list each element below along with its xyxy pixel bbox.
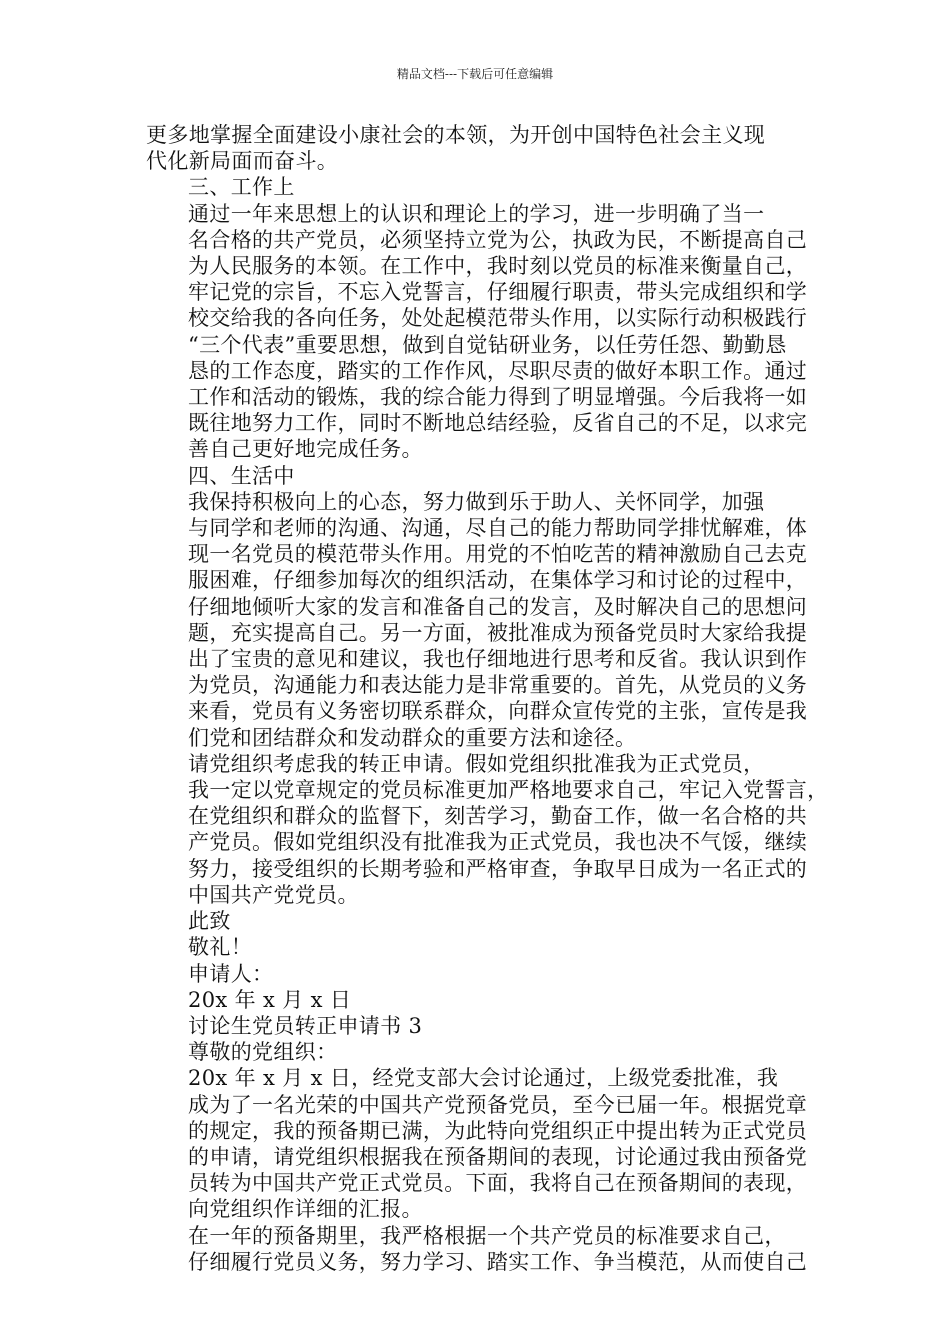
text-line: 工作和活动的锻炼，我的综合能力得到了明显增强。今后我将一如 (188, 385, 808, 410)
paragraph-p13 (146, 1223, 811, 1275)
text-line: 向党组织作详细的汇报。 (188, 1197, 423, 1222)
paragraph-p11 (146, 1039, 811, 1065)
text-line: 通过一年来思想上的认识和理论上的学习，进一步明确了当一 (188, 201, 765, 226)
text-line: 牢记党的宗旨，不忘入党誓言，仔细履行职责，带头完成组织和学 (188, 280, 808, 305)
text-line: 既往地努力工作，同时不断地总结经验，反省自己的不足，以求完 (188, 411, 808, 436)
text-line: 们党和团结群众和发动群众的重要方法和途径。 (188, 725, 637, 750)
text-line: 仔细履行党员义务，努力学习、踏实工作、争当模范，从而使自己 (188, 1249, 808, 1274)
paragraph-p1 (146, 174, 811, 200)
header-text: 精品文档---下载后可任意编辑 (396, 67, 554, 81)
text-line: 来看，党员有义务密切联系群众，向群众宣传党的主张，宣传是我 (188, 699, 808, 724)
paragraph-p8 (146, 961, 811, 987)
paragraph-p9 (146, 987, 811, 1013)
paragraph-p3 (146, 463, 811, 489)
text-line: 善自己更好地完成任务。 (188, 437, 423, 462)
text-line: 产党员。假如党组织没有批准我为正式党员，我也决不气馁，继续 (188, 830, 808, 855)
text-line: 更多地掌握全面建设小康社会的本领，为开创中国特色社会主义现 (146, 123, 766, 147)
text-line: 成为了一名光荣的中国共产党预备党员，至今已届一年。根据党章 (188, 1092, 808, 1117)
text-line: 三、工作上 (188, 175, 295, 200)
paragraph-p4 (146, 489, 811, 751)
text-line: 申请人： (188, 961, 274, 986)
text-line: 敬礼！ (188, 935, 253, 960)
page-header (0, 66, 950, 82)
paragraph-p10 (146, 1013, 811, 1039)
text-line: 中国共产党党员。 (188, 882, 359, 907)
text-line: 的规定，我的预备期已满，为此特向党组织正中提出转为正式党员 (188, 1118, 808, 1143)
text-line: 现一名党员的模范带头作用。用党的不怕吃苦的精神激励自己去克 (188, 542, 808, 567)
text-line: 的申请，请党组织根据我在预备期间的表现，讨论通过我由预备党 (188, 1144, 808, 1169)
text-line: 校交给我的各向任务，处处起模范带头作用，以实际行动积极践行 (188, 306, 808, 331)
text-line: 20x 年 x 月 x 日，经党支部大会讨论通过，上级党委批准，我 (188, 1066, 779, 1091)
text-line: 代化新局面而奋斗。 (146, 149, 339, 174)
text-line: 请党组织考虑我的转正申请。假如党组织批准我为正式党员， (188, 751, 765, 776)
text-line: 尊敬的党组织： (188, 1040, 338, 1065)
text-line: 名合格的共产党员，必须坚持立党为公，执政为民，不断提高自己 (188, 227, 808, 252)
paragraph-p2 (146, 201, 811, 463)
text-line: 努力，接受组织的长期考验和严格审查，争取早日成为一名正式的 (188, 856, 808, 881)
paragraph-p0 (146, 122, 811, 174)
text-line: 在党组织和群众的监督下，刻苦学习，勤奋工作，做一名合格的共 (188, 804, 808, 829)
text-line: 我保持积极向上的心态，努力做到乐于助人、关怀同学，加强 (188, 489, 765, 514)
paragraph-p6 (146, 908, 811, 934)
text-line: 与同学和老师的沟通、沟通，尽自己的能力帮助同学排忧解难，体 (188, 516, 808, 541)
text-line: 我一定以党章规定的党员标准更加严格地要求自己，牢记入党誓言， (188, 778, 829, 803)
paragraph-p12 (146, 1065, 811, 1222)
text-line: 为人民服务的本领。在工作中，我时刻以党员的标准来衡量自己， (188, 254, 808, 279)
text-line: 出了宝贵的意见和建议，我也仔细地进行思考和反省。我认识到作 (188, 647, 808, 672)
text-line: 此致 (188, 909, 231, 934)
text-line: 员转为中国共产党正式党员。下面，我将自己在预备期间的表现， (188, 1171, 808, 1196)
paragraph-p7 (146, 934, 811, 960)
text-line: 题，充实提高自己。另一方面，被批准成为预备党员时大家给我提 (188, 620, 808, 645)
text-line: 恳的工作态度，踏实的工作作风，尽职尽责的做好本职工作。通过 (188, 358, 808, 383)
text-line: 服困难，仔细参加每次的组织活动，在集体学习和讨论的过程中， (188, 568, 808, 593)
text-line: 20x 年 x 月 x 日 (188, 987, 352, 1012)
document-body (146, 122, 829, 1275)
paragraph-p5 (146, 751, 829, 908)
text-line: 在一年的预备期里，我严格根据一个共产党员的标准要求自己， (188, 1223, 786, 1248)
text-line: 为党员，沟通能力和表达能力是非常重要的。首先，从党员的义务 (188, 673, 808, 698)
text-line: “三个代表”重要思想，做到自觉钻研业务，以任劳任怨、勤勤恳 (188, 332, 787, 357)
text-line: 讨论生党员转正申请书 3 (188, 1013, 423, 1038)
text-line: 四、生活中 (188, 463, 295, 488)
text-line: 仔细地倾听大家的发言和准备自己的发言，及时解决自己的思想问 (188, 594, 808, 619)
